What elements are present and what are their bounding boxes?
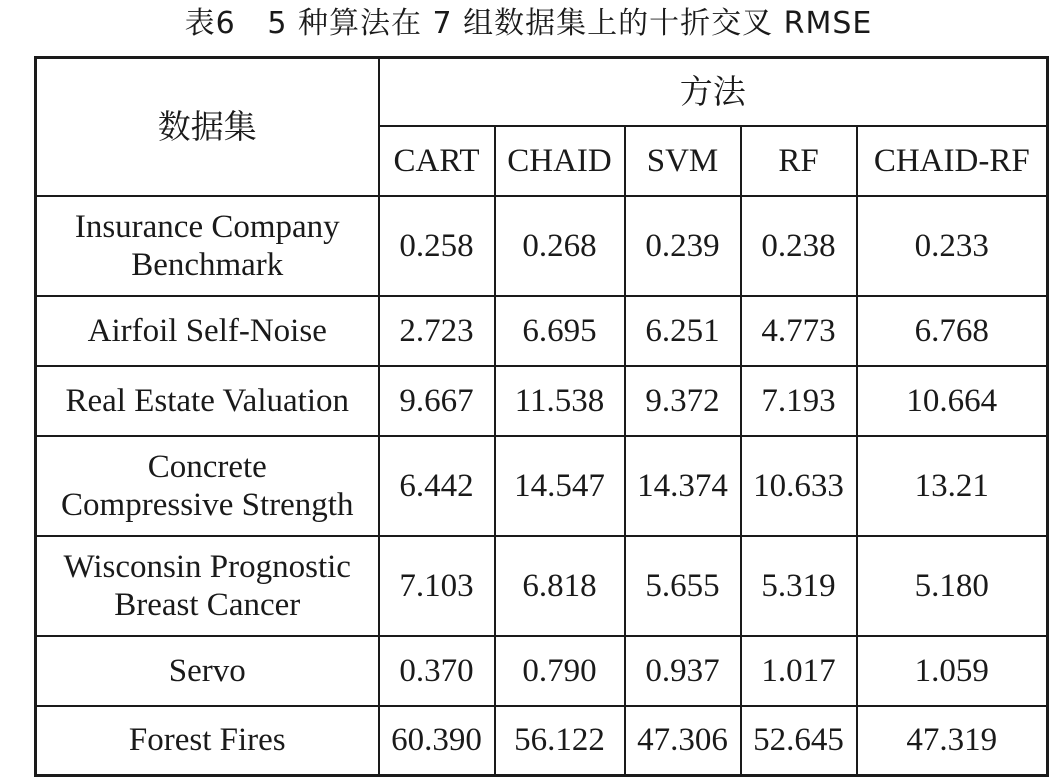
table-row	[36, 636, 1048, 706]
dataset-name-line1: Insurance Company	[74, 208, 340, 245]
value-cell: 11.538	[495, 366, 625, 436]
value-cell: 56.122	[495, 706, 625, 776]
dataset-name-line2: Compressive Strength	[61, 486, 354, 523]
value-cell: 6.818	[495, 536, 625, 636]
value-cell: 0.258	[379, 196, 495, 296]
value-cell: 0.268	[495, 196, 625, 296]
value-cell: 2.723	[379, 296, 495, 366]
dataset-name-cell: Servo	[36, 636, 379, 706]
value-cell: 47.319	[857, 706, 1048, 776]
dataset-name-line1: Concrete	[147, 448, 267, 485]
column-header: RF	[741, 126, 857, 196]
value-cell: 14.547	[495, 436, 625, 536]
value-cell: 0.239	[625, 196, 741, 296]
method-group-header: 方法	[379, 58, 1048, 126]
table-row	[36, 536, 1048, 636]
dataset-name-cell: Forest Fires	[36, 706, 379, 776]
value-cell: 7.193	[741, 366, 857, 436]
value-cell: 5.319	[741, 536, 857, 636]
value-cell: 9.667	[379, 366, 495, 436]
table-title: 5 种算法在 7 组数据集上的十折交叉 RMSE	[267, 6, 873, 41]
dataset-name-cell: Real Estate Valuation	[36, 366, 379, 436]
table-row	[36, 436, 1048, 536]
value-cell: 6.251	[625, 296, 741, 366]
dataset-name-cell: Airfoil Self-Noise	[36, 296, 379, 366]
value-cell: 6.442	[379, 436, 495, 536]
value-cell: 1.017	[741, 636, 857, 706]
column-header: CHAID-RF	[857, 126, 1048, 196]
dataset-header: 数据集	[36, 58, 379, 196]
dataset-name-cell	[36, 436, 379, 536]
value-cell: 10.664	[857, 366, 1048, 436]
rmse-table	[34, 56, 1049, 777]
column-header: CART	[379, 126, 495, 196]
value-cell: 0.937	[625, 636, 741, 706]
value-cell: 1.059	[857, 636, 1048, 706]
value-cell: 14.374	[625, 436, 741, 536]
header-row-group	[36, 58, 1048, 126]
column-header: CHAID	[495, 126, 625, 196]
table-row	[36, 366, 1048, 436]
table-caption	[0, 4, 1057, 48]
value-cell: 6.768	[857, 296, 1048, 366]
table-row	[36, 706, 1048, 776]
dataset-name-line1: Wisconsin Prognostic	[63, 548, 351, 585]
value-cell: 47.306	[625, 706, 741, 776]
value-cell: 60.390	[379, 706, 495, 776]
value-cell: 10.633	[741, 436, 857, 536]
value-cell: 13.21	[857, 436, 1048, 536]
dataset-name-cell	[36, 196, 379, 296]
dataset-name-line2: Benchmark	[131, 246, 284, 283]
column-header: SVM	[625, 126, 741, 196]
value-cell: 4.773	[741, 296, 857, 366]
value-cell: 9.372	[625, 366, 741, 436]
value-cell: 0.370	[379, 636, 495, 706]
value-cell: 52.645	[741, 706, 857, 776]
value-cell: 0.238	[741, 196, 857, 296]
dataset-name-cell	[36, 536, 379, 636]
value-cell: 0.790	[495, 636, 625, 706]
table-row	[36, 196, 1048, 296]
value-cell: 6.695	[495, 296, 625, 366]
dataset-name-line2: Breast Cancer	[114, 586, 301, 623]
value-cell: 7.103	[379, 536, 495, 636]
table-number: 表6	[184, 6, 236, 41]
value-cell: 5.180	[857, 536, 1048, 636]
table-row	[36, 296, 1048, 366]
value-cell: 0.233	[857, 196, 1048, 296]
value-cell: 5.655	[625, 536, 741, 636]
